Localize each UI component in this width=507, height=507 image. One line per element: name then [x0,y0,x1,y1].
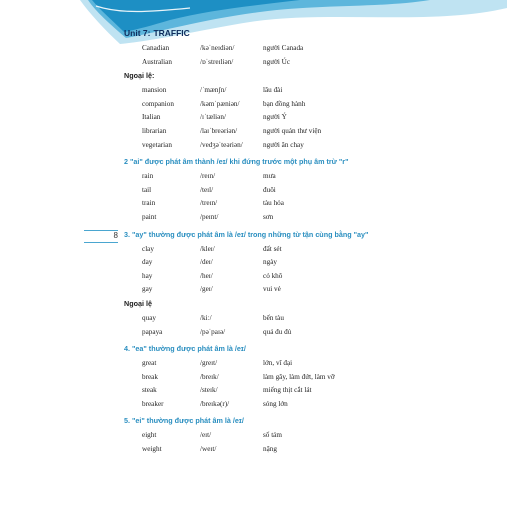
vocab-row [124,328,424,342]
word: train [142,199,156,208]
phonetic: /treɪn/ [200,199,218,208]
meaning: tàu hỏa [263,199,284,208]
page-number: 8 [113,231,118,240]
section-2-heading: 2 "ai" được phát âm thành /eɪ/ khi đứng trước một phụ âm trừ "r" [124,157,349,167]
meaning: bến tàu [263,313,284,322]
word: Italian [142,113,161,122]
section-5-heading: 5. "ei" thường được phát âm là /eɪ/ [124,416,244,426]
unit-topic: TRAFFIC [153,28,190,38]
unit-label: Unit 7: [124,28,151,38]
word: Canadian [142,44,170,52]
word: papaya [142,327,163,336]
word: hay [142,271,153,280]
meaning: lâu đài [263,86,283,95]
word: quay [142,313,156,322]
vocab-row [124,113,424,127]
meaning: sóng lớn [263,399,288,408]
word: tail [142,185,152,194]
meaning: miếng thịt cắt lát [263,386,312,395]
vocab-row [124,359,424,373]
phonetic: /peɪnt/ [200,212,219,221]
meaning: vui vẻ [263,285,281,294]
phonetic: /heɪ/ [200,271,213,280]
word: Australian [142,57,172,66]
vocab-row [124,400,424,414]
exceptions-heading-2: Ngoại lệ [124,298,152,308]
vocab-row [124,272,424,286]
word: mansion [142,86,167,95]
meaning: làm gãy, làm đứt, làm vỡ [263,372,335,381]
vocab-row [124,58,424,72]
meaning: người Canada [263,44,304,52]
word: steak [142,386,157,395]
vocab-row [124,258,424,272]
meaning: sơn [263,212,274,221]
section-3-heading: 3. "ay" thường được phát âm là /eɪ/ trong những từ tận cùng bằng "ay" [124,229,369,239]
phonetic: /deɪ/ [200,258,213,267]
word: clay [142,244,154,253]
phonetic: /geɪ/ [200,285,213,294]
meaning: mưa [263,172,276,181]
meaning: đuôi [263,185,276,194]
vocab-row [124,245,424,259]
phonetic: /greɪt/ [200,359,218,368]
word: companion [142,99,174,108]
phonetic: /vedʒəˈteəriən/ [200,140,243,149]
section-4-heading: 4. "ea" thường được phát âm là /eɪ/ [124,344,246,354]
word: great [142,359,157,368]
meaning: người quản thư viện [263,126,322,135]
word: day [142,258,153,267]
vocab-row [124,199,424,213]
phonetic: /breɪk/ [200,372,219,381]
vocab-row [124,141,424,155]
phonetic: /ɒˈstreɪliən/ [200,57,234,66]
word: breaker [142,399,164,408]
exceptions-heading: Ngoại lệ: [124,71,155,81]
phonetic: /teɪl/ [200,185,214,194]
phonetic: /ˈmænʃn/ [200,86,227,95]
meaning: cỏ khô [263,271,283,280]
vocab-row [124,445,424,459]
vocab-row [124,314,424,328]
vocab-row [124,186,424,200]
phonetic: /kiː/ [200,313,212,322]
word: gay [142,285,153,294]
phonetic: /kəˈneɪdiən/ [200,44,235,52]
word: librarian [142,126,167,135]
word: weight [142,445,162,454]
phonetic: /weɪt/ [200,445,217,454]
phonetic: /reɪn/ [200,172,216,181]
meaning: người Úc [263,57,291,66]
vocabulary-content [124,44,424,459]
word: paint [142,212,157,221]
word: vegetarian [142,140,172,149]
phonetic: /kəmˈpæniən/ [200,99,240,108]
word: break [142,372,158,381]
meaning: số tám [263,431,282,440]
word: rain [142,172,154,181]
meaning: nặng [263,445,277,454]
phonetic: /laɪˈbreəriən/ [200,126,238,135]
vocab-row [124,44,424,58]
phonetic: /eɪt/ [200,431,212,440]
meaning: người ăn chay [263,140,304,149]
phonetic: /steɪk/ [200,386,218,395]
vocab-row [124,213,424,227]
vocab-row [124,100,424,114]
meaning: ngày [263,258,277,267]
unit-title [124,28,190,38]
meaning: người Ý [263,113,287,122]
phonetic: /kleɪ/ [200,244,215,253]
meaning: đất sét [263,244,282,253]
vocab-row [124,373,424,387]
phonetic: /pəˈpaɪə/ [200,327,226,336]
vocab-row [124,127,424,141]
marker-line-bottom [84,242,118,243]
vocab-row [124,172,424,186]
phonetic: /breɪkə(r)/ [200,399,230,408]
meaning: lớn, vĩ đại [263,359,293,368]
page-marker [84,230,118,244]
word: eight [142,431,157,440]
vocab-row [124,431,424,445]
vocab-row [124,386,424,400]
vocab-row [124,285,424,299]
vocab-row [124,86,424,100]
phonetic: /ɪˈtæliən/ [200,113,226,122]
meaning: quả đu đủ [263,327,292,336]
meaning: bạn đồng hành [263,99,306,108]
